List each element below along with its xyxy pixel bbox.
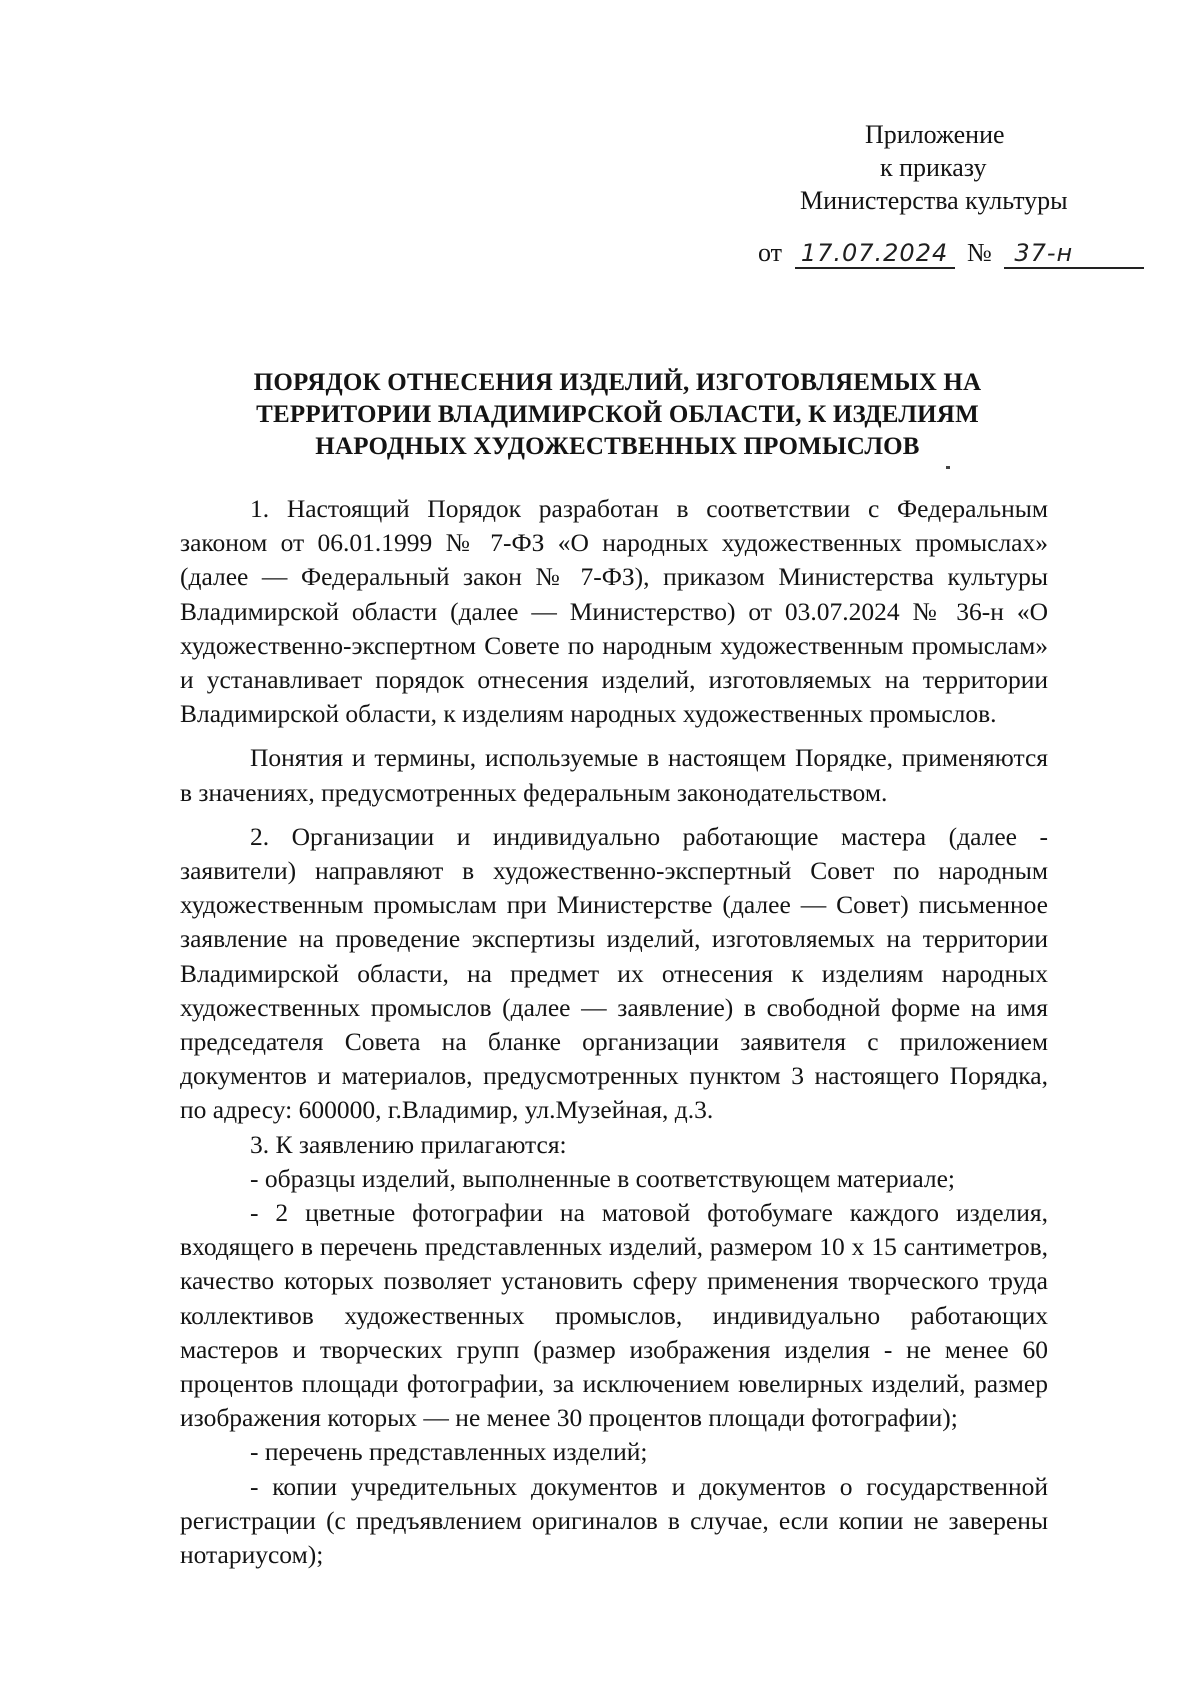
approval-block (740, 118, 1140, 217)
approval-ministry: Министерства культуры (800, 186, 1068, 215)
paragraph-3: 3. К заявлению прилагаются: (250, 1129, 567, 1159)
title-line-3: НАРОДНЫХ ХУДОЖЕСТВЕННЫХ ПРОМЫСЛОВ (315, 433, 920, 460)
order-date-handwritten: 17.07.2024 (795, 239, 955, 269)
paragraph-2: 2. Организации и индивидуально работающие мастера (далее - заявители) направляют в художественно-экспертный Совет по народным художественным промыслам при Министерстве (далее — Совет) письменное заявление на проведение экспертизы изделий, изготовляемых на территории Владимирской области, на предмет их отнесения к изделиям народных художественных промыслов (далее — заявление) в свободной форме на имя председателя Совета на бланке организации заявителя с приложением документов и материалов, предусмотренных пунктом 3 настоящего Порядка, по адресу: 600000, г.Владимир, ул.Музейная, д.3. (180, 821, 1048, 1125)
paragraph-terms: Понятия и термины, используемые в настоящем Порядке, применяются в значениях, предусмотренных федеральным законодательством. (180, 743, 1048, 807)
order-prefix: от (758, 238, 783, 267)
document-body (180, 492, 1048, 1572)
order-number-handwritten: 37-н (1004, 239, 1144, 269)
title-line-2: ТЕРРИТОРИИ ВЛАДИМИРСКОЙ ОБЛАСТИ, К ИЗДЕЛИЯМ (256, 401, 979, 428)
approval-order-ref: к приказу (880, 153, 987, 182)
list-item-product-list: - перечень представленных изделий; (250, 1437, 648, 1467)
title-line-1: ПОРЯДОК ОТНЕСЕНИЯ ИЗДЕЛИЙ, ИЗГОТОВЛЯЕМЫХ НА (253, 369, 982, 396)
order-reference (758, 238, 1144, 269)
list-item-photos: - 2 цветные фотографии на матовой фотобумаге каждого изделия, входящего в перечень представленных изделий, размером 10 х 15 сантиметров, качество которых позволяет установить сферу применения творческого труда коллективов художественных промыслов, индивидуально работающих мастеров и творческих групп (размер изображения изделия - не менее 60 процентов площади фотографии, за исключением ювелирных изделий, размер изображения которых — не менее 30 процентов площади фотографии); (180, 1198, 1048, 1433)
approval-heading: Приложение (865, 120, 1005, 149)
scan-mark (946, 466, 950, 469)
document-title (175, 367, 1060, 463)
list-item-documents: - копии учредительных документов и документов о государственной регистрации (с предъявлением оригиналов в случае, если копии не заверены нотариусом); (180, 1471, 1048, 1570)
list-item-samples: - образцы изделий, выполненные в соответствующем материале; (250, 1163, 955, 1193)
order-number-label: № (967, 238, 992, 267)
paragraph-1: 1. Настоящий Порядок разработан в соответствии с Федеральным законом от 06.01.1999 № 7-ФЗ «О народных художественных промыслах» (далее — Федеральный закон № 7-ФЗ), приказом Министерства культуры Владимирской области (далее — Министерство) от 03.07.2024 № 36-н «О художественно-экспертном Совете по народным художественным промыслам» и устанавливает порядок отнесения изделий, изготовляемых на территории Владимирской области, к изделиям народных художественных промыслов. (180, 494, 1048, 729)
